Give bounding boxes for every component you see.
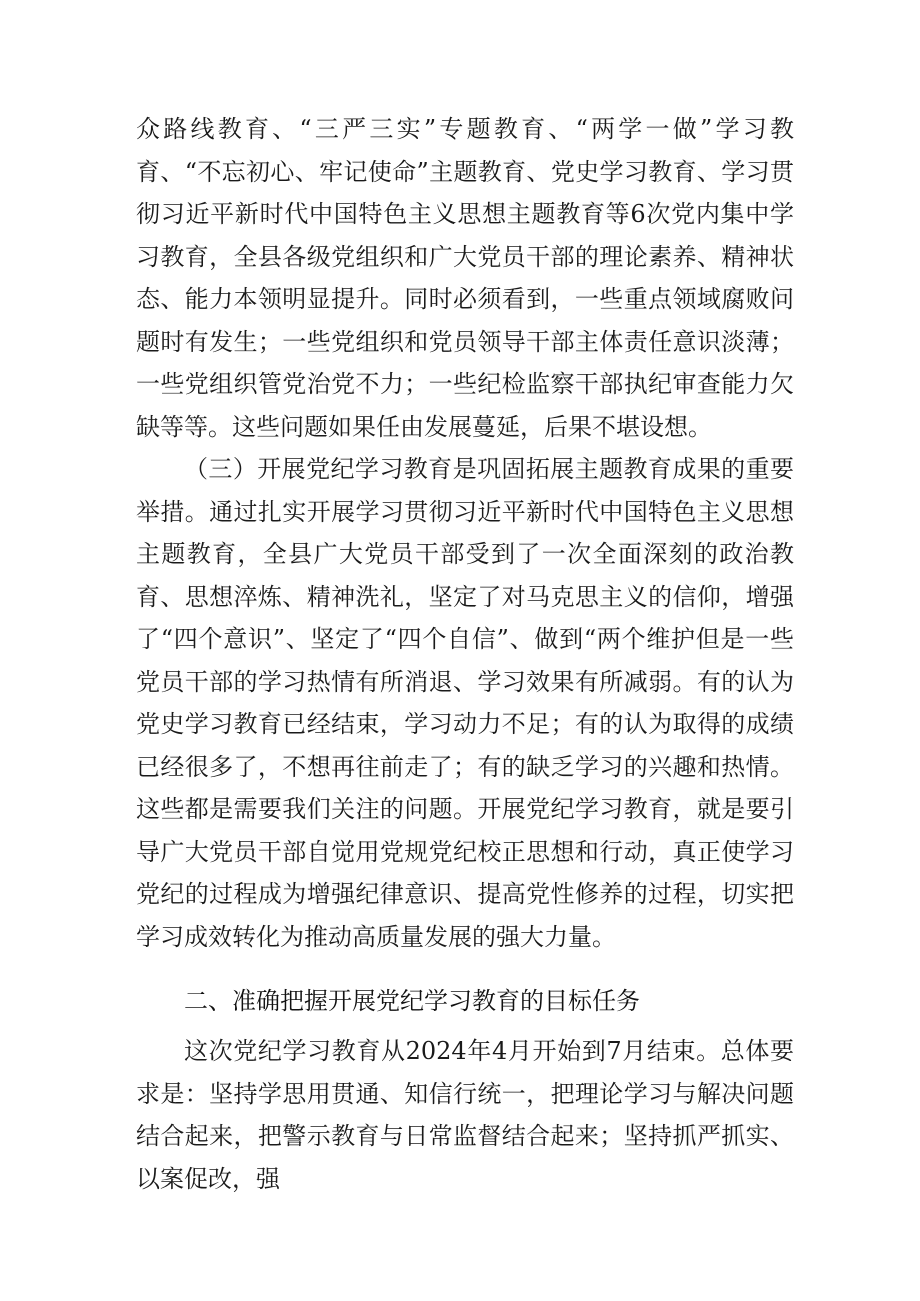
paragraph-four: 这次党纪学习教育从2024年4月开始到7月结束。总体要求是：坚持学思用贯通、知信行统一，把理论学习与解决问题结合起来，把警示教育与日常监督结合起来；坚持抓严抓实、以案促改，强 [136, 1037, 794, 1193]
body-text-block-2 [136, 1030, 794, 1200]
body-text-block [136, 108, 794, 958]
section-heading: 二、准确把握开展党纪学习教育的目标任务 [184, 987, 640, 1015]
paragraph-three: （三）开展党纪学习教育是巩固拓展主题教育成果的重要举措。通过扎实开展学习贯彻习近平新时代中国特色主义思想主题教育，全县广大党员干部受到了一次全面深刻的政治教育、思想淬炼、精神洗礼，坚定了对马克思主义的信仰，增强了“四个意识”、坚定了“四个自信”、做到“两个维护但是一些党员干部的学习热情有所消退、学习效果有所减弱。有的认为党史学习教育已经结束，学习动力不足；有的认为取得的成绩已经很多了，不想再往前走了；有的缺乏学习的兴趣和热情。这些都是需要我们关注的问题。开展党纪学习教育，就是要引导广大党员干部自觉用党规党纪校正思想和行动，真正使学习党纪的过程成为增强纪律意识、提高党性修养的过程，切实把学习成效转化为推动高质量发展的强大力量。 [136, 455, 794, 951]
paragraph-continued: 众路线教育、“三严三实”专题教育、“两学一做”学习教育、“不忘初心、牢记使命”主题教育、党史学习教育、学习贯彻习近平新时代中国特色主义思想主题教育等6次党内集中学习教育，全县各级党组织和广大党员干部的理论素养、精神状态、能力本领明显提升。同时必须看到，一些重点领域腐败问题时有发生；一些党组织和党员领导干部主体责任意识淡薄；一些党组织管党治党不力；一些纪检监察干部执纪审查能力欠缺等等。这些问题如果任由发展蔓延，后果不堪设想。 [136, 115, 794, 441]
